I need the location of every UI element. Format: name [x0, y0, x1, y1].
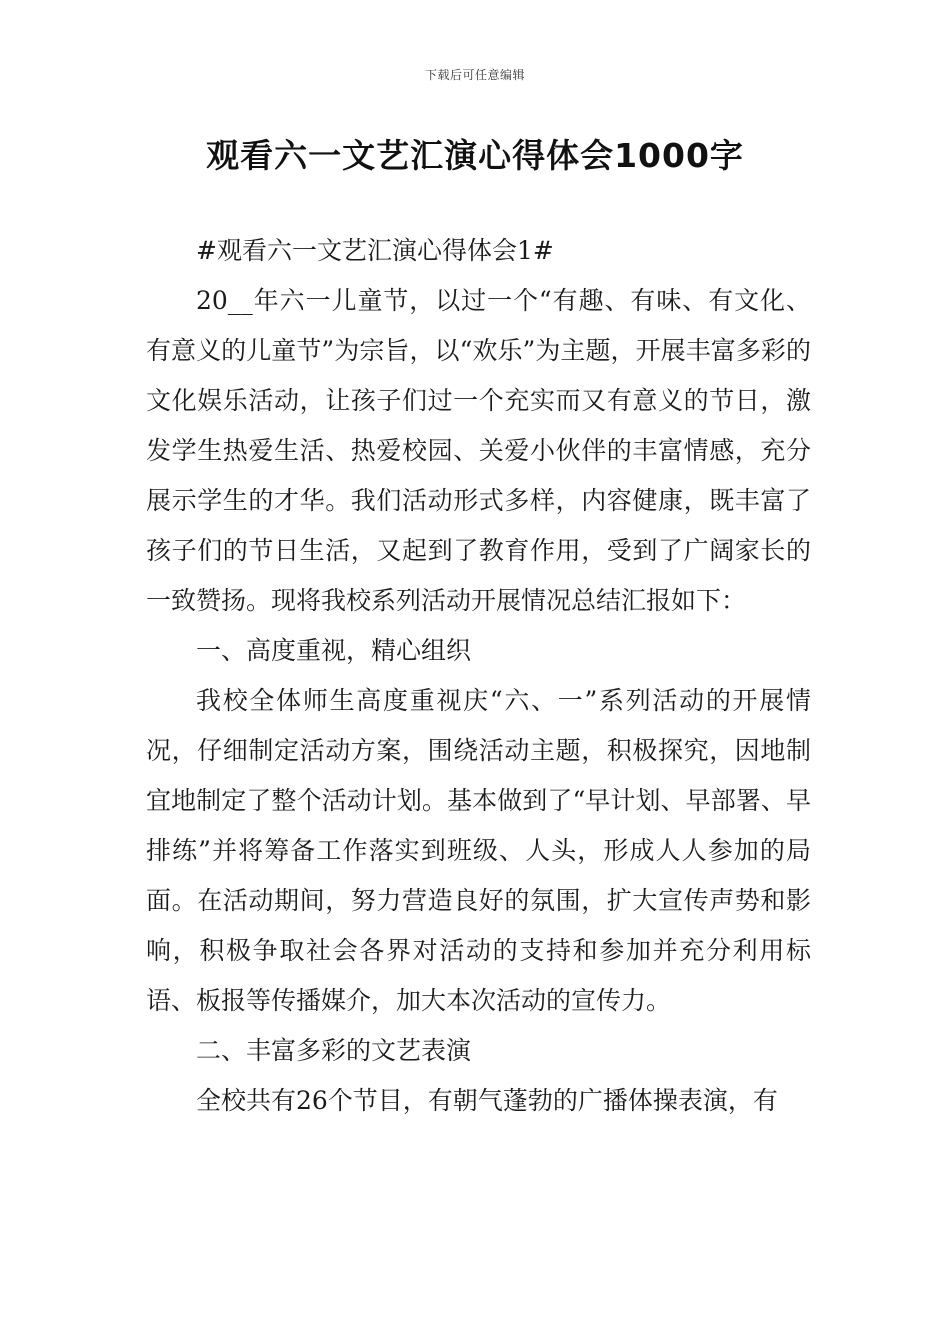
- section-1-paragraph: 我校全体师生高度重视庆“六、一”系列活动的开展情况，仔细制定活动方案，围绕活动主题，积极探究，因地制宜地制定了整个活动计划。基本做到了“早计划、早部署、早排练”并将筹备工作落实到班级、人头，形成人人参加的局面。在活动期间，努力营造良好的氛围，扩大宣传声势和影响，积极争取社会各界对活动的支持和参加并充分利用标语、板报等传播媒介，加大本次活动的宣传力。: [146, 686, 811, 1015]
- section-heading-2: 二、丰富多彩的文艺表演: [196, 1036, 472, 1065]
- document-body: [146, 226, 811, 1126]
- header-note: 下载后可任意编辑: [424, 68, 525, 82]
- section-marker: #观看六一文艺汇演心得体会1#: [196, 236, 554, 265]
- intro-paragraph: 20__年六一儿童节，以过一个“有趣、有味、有文化、有意义的儿童节”为宗旨，以“欢乐”为主题，开展丰富多彩的文化娱乐活动，让孩子们过一个充实而又有意义的节日，激发学生热爱生活、热爱校园、关爱小伙伴的丰富情感，充分展示学生的才华。我们活动形式多样，内容健康，既丰富了孩子们的节日生活，又起到了教育作用，受到了广阔家长的一致赞扬。现将我校系列活动开展情况总结汇报如下：: [146, 286, 811, 615]
- section-heading-1: 一、高度重视，精心组织: [196, 636, 472, 665]
- document-title: 观看六一文艺汇演心得体会1000字: [206, 136, 744, 175]
- section-2-paragraph: 全校共有26个节目，有朝气蓬勃的广播体操表演，有: [196, 1086, 778, 1115]
